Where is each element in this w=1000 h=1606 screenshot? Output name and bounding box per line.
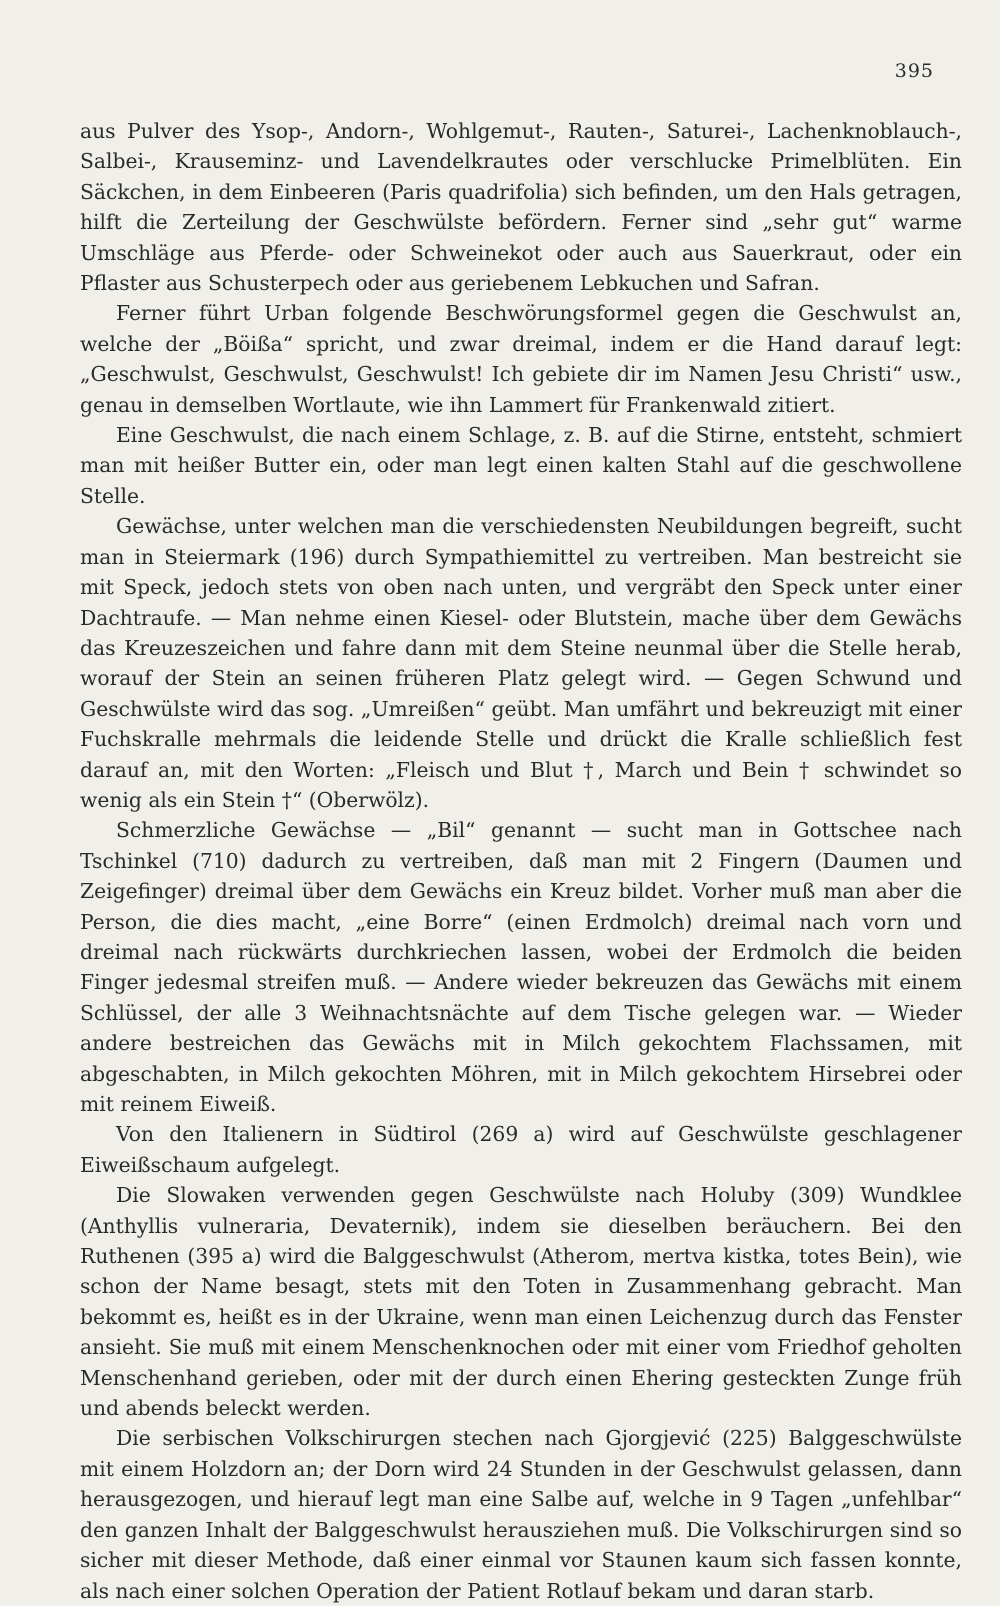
- paragraph: Die Slowaken verwenden gegen Geschwülste nach Holuby (309) Wundklee (Anthyllis vulneraria, Devaternik), indem sie dieselben beräuchern. Bei den Ruthenen (395 a) wird die Balggeschwulst (Atherom, mertva kistka, totes Bein), wie schon der Name besagt, stets mit den Toten in Zusammenhang gebracht. Man bekommt es, heißt es in der Ukraine, wenn man einen Leichenzug durch das Fenster ansieht. Sie muß mit einem Menschenknochen oder mit einer vom Friedhof geholten Menschenhand gerieben, oder mit der durch einen Ehering gesteckten Zunge früh und abends beleckt werden.: [80, 1183, 962, 1421]
- paragraph: Die serbischen Volkschirurgen stechen nach Gjorgjević (225) Balggeschwülste mit einem Holzdorn an; der Dorn wird 24 Stunden in der Geschwulst gelassen, dann herausgezogen, und hierauf legt man eine Salbe auf, welche in 9 Tagen „unfehlbar“ den ganzen Inhalt der Balggeschwulst herausziehen muß. Die Volkschirurgen sind so sicher mit dieser Methode, daß einer einmal vor Staunen kaum sich fassen konnte, als nach einer solchen Operation der Patient Rotlauf bekam und daran starb.: [80, 1426, 962, 1603]
- paragraph: aus Pulver des Ysop-, Andorn-, Wohlgemut-, Rauten-, Saturei-, Lachenknoblauch-, Salbei-, Krauseminz- und Lavendelkrautes oder verschlucke Primelblüten. Ein Säckchen, in dem Einbeeren (Paris quadrifolia) sich befinden, um den Hals getragen, hilft die Zerteilung der Geschwülste befördern. Ferner sind „sehr gut“ warme Umschläge aus Pferde- oder Schweinekot oder auch aus Sauerkraut, oder ein Pflaster aus Schusterpech oder aus geriebenem Lebkuchen und Safran.: [80, 119, 962, 296]
- paragraph: Schmerzliche Gewächse — „Bil“ genannt — sucht man in Gottschee nach Tschinkel (710) dadurch zu vertreiben, daß man mit 2 Fingern (Daumen und Zeigefinger) dreimal über dem Gewächs ein Kreuz bildet. Vorher muß man aber die Person, die dies macht, „eine Borre“ (einen Erdmolch) dreimal nach vorn und dreimal nach rückwärts durchkriechen lassen, wobei der Erdmolch die beiden Finger jedesmal streifen muß. — Andere wieder bekreuzen das Gewächs mit einem Schlüssel, der alle 3 Weihnachtsnächte auf dem Tische gelegen war. — Wieder andere bestreichen das Gewächs mit in Milch gekochtem Flachssamen, mit abgeschabten, in Milch gekochten Möhren, mit in Milch gekochtem Hirsebrei oder mit reinem Eiweiß.: [80, 818, 962, 1116]
- paragraph: Von den Italienern in Südtirol (269 a) wird auf Geschwülste geschlagener Eiweißschaum aufgelegt.: [80, 1122, 962, 1177]
- page-body: [80, 116, 962, 1606]
- paragraph: Ferner führt Urban folgende Beschwörungsformel gegen die Geschwulst an, welche der „Böißa“ spricht, und zwar dreimal, indem er die Hand darauf legt: „Geschwulst, Geschwulst, Geschwulst! Ich gebiete dir im Namen Jesu Christi“ usw., genau in demselben Wortlaute, wie ihn Lammert für Frankenwald zitiert.: [80, 301, 962, 417]
- paragraph: Gewächse, unter welchen man die verschiedensten Neubildungen begreift, sucht man in Steiermark (196) durch Sympathiemittel zu vertreiben. Man bestreicht sie mit Speck, jedoch stets von oben nach unten, und vergräbt den Speck unter einer Dachtraufe. — Man nehme einen Kiesel- oder Blutstein, mache über dem Gewächs das Kreuzeszeichen und fahre dann mit dem Steine neunmal über die Stelle herab, worauf der Stein an seinen früheren Platz gelegt wird. — Gegen Schwund und Geschwülste wird das sog. „Umreißen“ geübt. Man umfährt und bekreuzigt mit einer Fuchskralle mehrmals die leidende Stelle und drückt die Kralle schließlich fest darauf an, mit den Worten: „Fleisch und Blut †, March und Bein † schwindet so wenig als ein Stein †“ (Oberwölz).: [80, 514, 962, 812]
- paragraph: Eine Geschwulst, die nach einem Schlage, z. B. auf die Stirne, entsteht, schmiert man mit heißer Butter ein, oder man legt einen kalten Stahl auf die geschwollene Stelle.: [80, 423, 962, 508]
- page-number: 395: [894, 60, 934, 82]
